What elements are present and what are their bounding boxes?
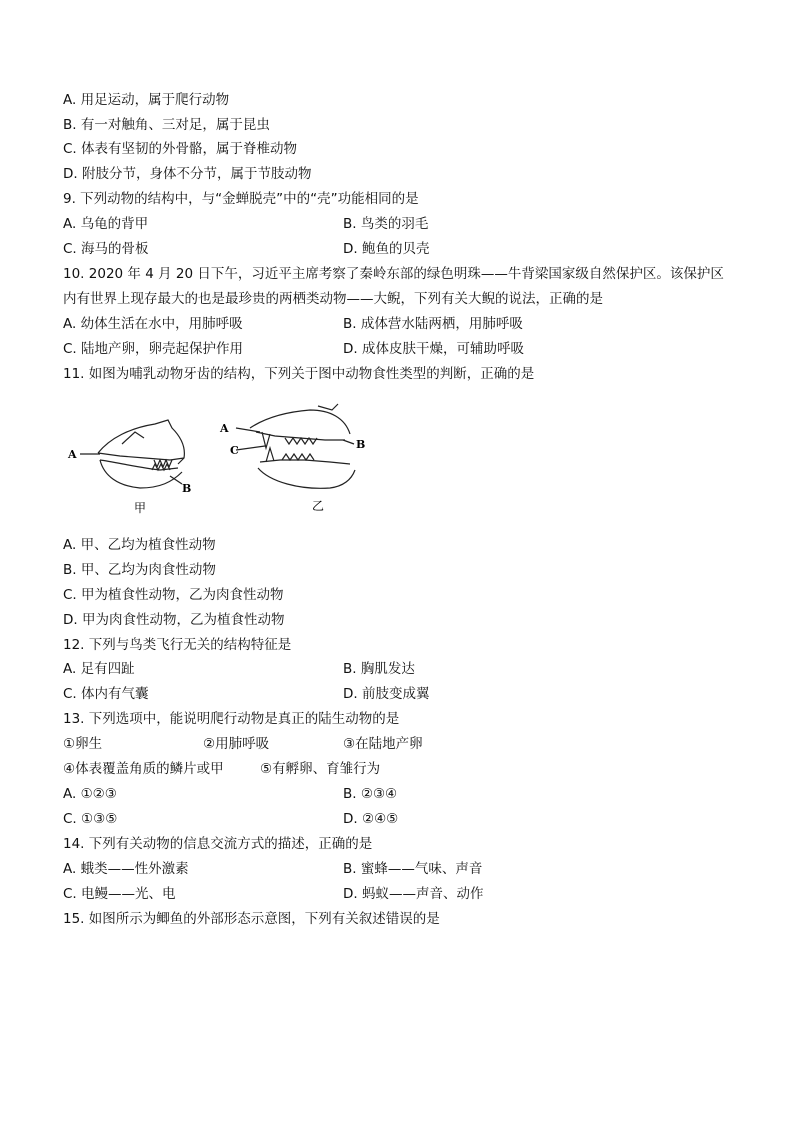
q12-stem: 12. 下列与鸟类飞行无关的结构特征是 (63, 637, 292, 653)
yi-label-a: A (220, 422, 229, 435)
q9-stem: 9. 下列动物的结构中，与“金蝉脱壳”中的“壳”功能相同的是 (63, 191, 419, 207)
q13-item-2: ②用肺呼吸 (203, 736, 270, 752)
yi-label-b: B (356, 438, 366, 451)
q14-option-c: C. 电鳗——光、电 (63, 886, 176, 902)
q10-option-b: B. 成体营水陆两栖，用肺呼吸 (343, 316, 523, 332)
jia-molars-upper (154, 460, 172, 467)
yi-lower-jaw-outline (258, 468, 355, 488)
q14-option-a: A. 蛾类——性外激素 (63, 861, 189, 877)
q9-option-b: B. 鸟类的羽毛 (343, 216, 429, 232)
q8-option-d: D. 附肢分节，身体不分节，属于节肢动物 (63, 166, 312, 182)
q13-item-1: ①卵生 (63, 736, 103, 752)
yi-lower-canine (266, 448, 274, 462)
q13-option-a: A. ①②③ (63, 786, 117, 802)
q10-stem-line2: 内有世界上现存最大的也是最珍贵的两栖类动物——大鲵，下列有关大鲵的说法，正确的是 (63, 291, 603, 307)
yi-pointer-a (236, 428, 260, 432)
yi-pointer-c (236, 446, 265, 450)
yi-caption: 乙 (312, 499, 325, 513)
q12-option-b: B. 胸肌发达 (343, 661, 415, 677)
q13-option-b: B. ②③④ (343, 786, 398, 802)
q10-option-d: D. 成体皮肤干燥，可辅助呼吸 (343, 341, 524, 357)
teeth-figure (60, 398, 380, 518)
q12-option-a: A. 足有四趾 (63, 661, 135, 677)
q11-option-a: A. 甲、乙均为植食性动物 (63, 537, 216, 553)
q10-option-c: C. 陆地产卵，卵壳起保护作用 (63, 341, 244, 357)
q10-option-a: A. 幼体生活在水中，用肺呼吸 (63, 316, 243, 332)
q14-option-d: D. 蚂蚁——声音、动作 (343, 886, 484, 902)
q11-option-b: B. 甲、乙均为肉食性动物 (63, 562, 216, 578)
yi-upper-jaw-outline (250, 410, 350, 434)
q13-item-4: ④体表覆盖角质的鳞片或甲 (63, 761, 224, 777)
q13-stem: 13. 下列选项中，能说明爬行动物是真正的陆生动物的是 (63, 711, 400, 727)
q13-item-3: ③在陆地产卵 (343, 736, 423, 752)
teeth-diagram (60, 398, 380, 518)
q8-option-a: A. 用足运动，属于爬行动物 (63, 92, 230, 108)
q9-option-c: C. 海马的骨板 (63, 241, 149, 257)
q15-stem: 15. 如图所示为鲫鱼的外部形态示意图，下列有关叙述错误的是 (63, 911, 440, 927)
jia-label-b: B (182, 482, 192, 495)
skull-jia (80, 420, 184, 488)
yi-label-c: C (230, 444, 239, 457)
jia-eye-socket (122, 432, 144, 444)
q13-item-5: ⑤有孵卵、育雏行为 (260, 761, 381, 777)
q8-option-b: B. 有一对触角、三对足，属于昆虫 (63, 117, 270, 133)
q10-stem-line1: 10. 2020 年 4 月 20 日下午，习近平主席考察了秦岭东部的绿色明珠——牛背梁国家级自然保护区。该保护区 (63, 266, 724, 282)
yi-pointer-b (343, 440, 354, 444)
q12-option-d: D. 前肢变成翼 (343, 686, 430, 702)
q14-stem: 14. 下列有关动物的信息交流方式的描述，正确的是 (63, 836, 373, 852)
q11-stem: 11. 如图为哺乳动物牙齿的结构，下列关于图中动物食性类型的判断，正确的是 (63, 366, 535, 382)
q9-option-d: D. 鲍鱼的贝壳 (343, 241, 430, 257)
jia-upper-tooth-row (98, 453, 184, 460)
jia-caption: 甲 (134, 501, 147, 515)
q14-option-b: B. 蜜蜂——气味、声音 (343, 861, 483, 877)
q8-option-c: C. 体表有坚韧的外骨骼，属于脊椎动物 (63, 141, 298, 157)
skull-yi (236, 404, 355, 488)
yi-skull-crest (318, 404, 338, 410)
jia-label-a: A (68, 448, 77, 461)
q9-option-a: A. 乌龟的背甲 (63, 216, 149, 232)
q12-option-c: C. 体内有气囊 (63, 686, 149, 702)
q11-option-c: C. 甲为植食性动物，乙为肉食性动物 (63, 587, 284, 603)
q13-option-d: D. ②④⑤ (343, 811, 399, 827)
yi-premolars-lower (282, 454, 314, 460)
q13-option-c: C. ①③⑤ (63, 811, 118, 827)
q11-option-d: D. 甲为肉食性动物，乙为植食性动物 (63, 612, 285, 628)
